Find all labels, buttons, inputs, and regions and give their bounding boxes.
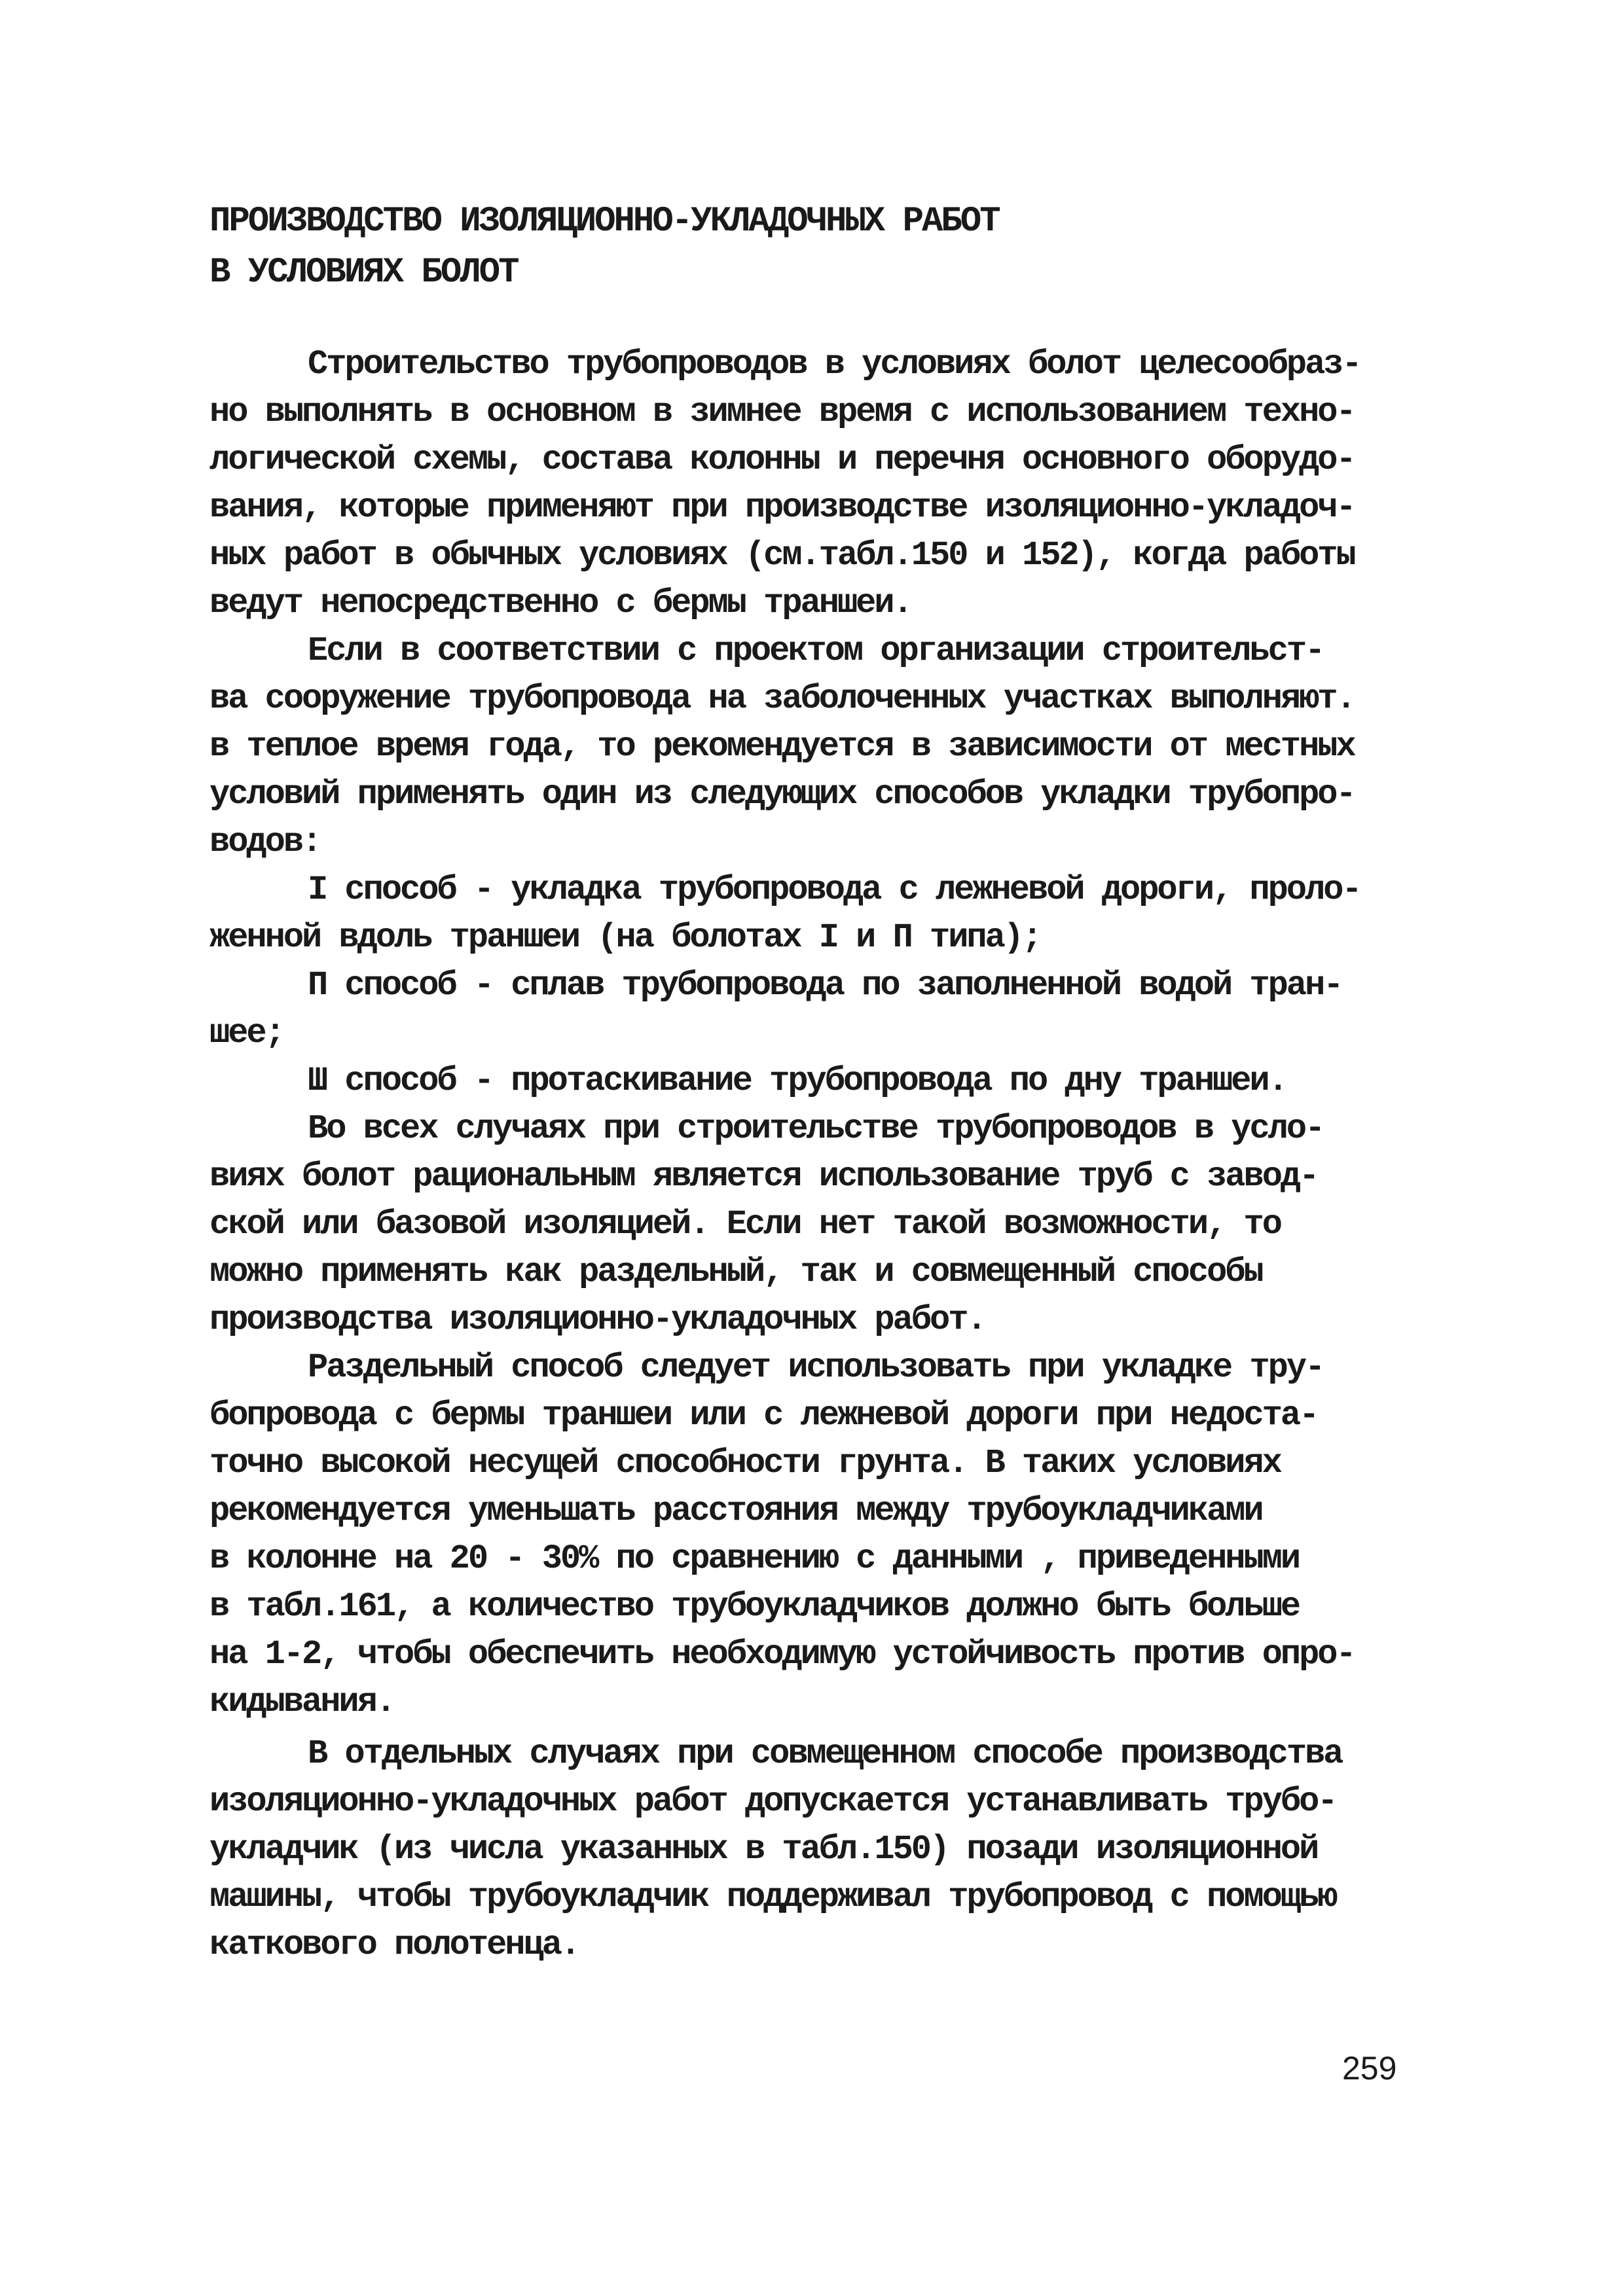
paragraph-line: ской или базовой изоляцией. Если нет такой возможности, то	[210, 1205, 1281, 1244]
paragraph-line: Если в соответствии с проектом организации строительст-	[308, 632, 1324, 670]
paragraph-line: кидывания.	[210, 1683, 395, 1721]
paragraph-line: виях болот рациональным является использование труб с завод-	[210, 1157, 1318, 1196]
paragraph-line: изоляционно-укладочных работ допускается устанавливать трубо-	[210, 1782, 1336, 1821]
paragraph-line: на 1-2, чтобы обеспечить необходимую устойчивость против опро-	[210, 1635, 1355, 1674]
paragraph-line: ва сооружение трубопровода на заболоченных участках выполняют.	[210, 679, 1355, 718]
paragraph-line: можно применять как раздельный, так и совмещенный способы	[210, 1253, 1262, 1291]
paragraph-line: женной вдоль траншеи (на болотах I и П типа);	[210, 918, 1041, 957]
paragraph-line: в теплое время года, то рекомендуется в зависимости от местных	[210, 727, 1355, 766]
paragraph-line: в колонне на 20 - 30% по сравнению с данными , приведенными	[210, 1539, 1300, 1578]
paragraph-line: но выполнять в основном в зимнее время с использованием техно-	[210, 393, 1355, 431]
paragraph-line: точно высокой несущей способности грунта. В таких условиях	[210, 1444, 1281, 1482]
paragraph-line: укладчик (из числа указанных в табл.150) позади изоляционной	[210, 1830, 1318, 1869]
method-line-1: I способ - укладка трубопровода с лежневой дороги, проло-	[308, 870, 1360, 909]
paragraph-line: в табл.161, а количество трубоукладчиков должно быть больше	[210, 1587, 1300, 1626]
method-line-2: П способ - сплав трубопровода по заполненной водой тран-	[308, 966, 1342, 1005]
paragraph-line: логической схемы, состава колонны и перечня основного оборудо-	[210, 440, 1355, 479]
page-number: 259	[1342, 2050, 1397, 2087]
paragraph-line: Раздельный способ следует использовать при укладке тру-	[308, 1348, 1324, 1387]
paragraph-line: водов:	[210, 823, 321, 861]
paragraph-line: Во всех случаях при строительстве трубопроводов в усло-	[308, 1109, 1324, 1148]
method-line-3: Ш способ - протаскивание трубопровода по дну траншеи.	[308, 1062, 1286, 1100]
body-text	[210, 340, 1427, 1969]
paragraph-line: ных работ в обычных условиях (см.табл.150 и 152), когда работы	[210, 536, 1355, 575]
paragraph-line: бопровода с бермы траншеи или с лежневой дороги при недоста-	[210, 1396, 1318, 1435]
section-title	[210, 196, 1453, 298]
title-line-2: В УСЛОВИЯХ БОЛОТ	[210, 253, 518, 293]
paragraph-line: каткового полотенца.	[210, 1926, 579, 1964]
paragraph-line: ведут непосредственно с бермы траншеи.	[210, 584, 911, 622]
paragraph-line: машины, чтобы трубоукладчик поддерживал трубопровод с помощью	[210, 1878, 1336, 1916]
paragraph-line: В отдельных случаях при совмещенном способе производства	[308, 1734, 1342, 1773]
paragraph-line: Строительство трубопроводов в условиях болот целесообраз-	[308, 345, 1360, 384]
title-line-1: ПРОИЗВОДСТВО ИЗОЛЯЦИОННО-УКЛАДОЧНЫХ РАБОТ	[210, 202, 999, 242]
paragraph-line: условий применять один из следующих способов укладки трубопро-	[210, 775, 1355, 814]
paragraph-line: вания, которые применяют при производстве изоляционно-укладоч-	[210, 488, 1355, 527]
paragraph-line: производства изоляционно-укладочных работ.	[210, 1300, 985, 1339]
paragraph-line: рекомендуется уменьшать расстояния между трубоукладчиками	[210, 1492, 1262, 1530]
paragraph-line: шее;	[210, 1014, 283, 1052]
